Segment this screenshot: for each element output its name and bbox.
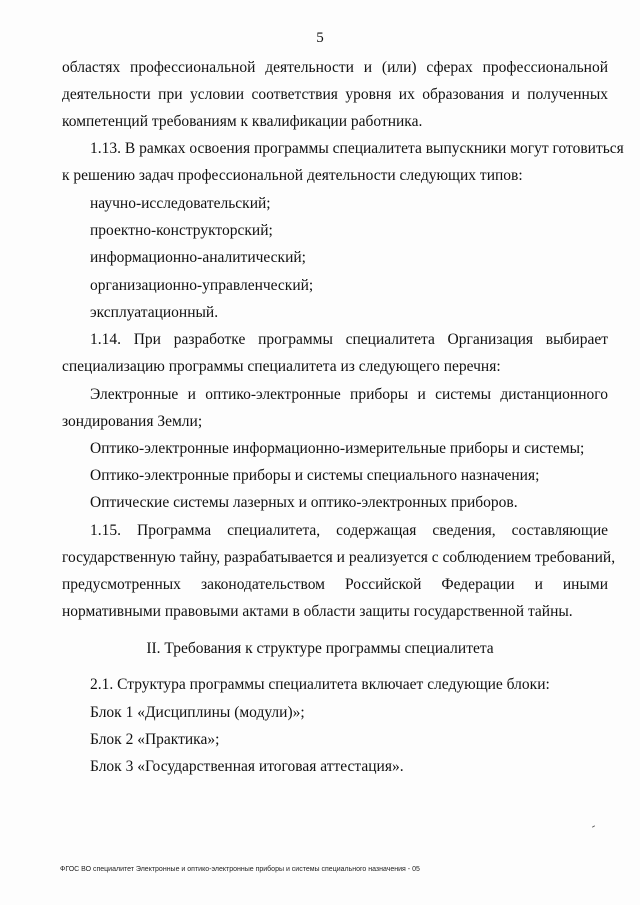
- specialization-1-cont: зондирования Земли;: [62, 413, 203, 430]
- text-line-3: компетенций требованиям к квалификации работника.: [62, 113, 423, 130]
- scan-speck: [592, 825, 595, 827]
- list-item-design: проектно-конструкторский;: [90, 222, 273, 239]
- block-1: Блок 1 «Дисциплины (модули)»;: [90, 704, 305, 721]
- list-item-analytical: информационно-аналитический;: [90, 249, 306, 266]
- block-2: Блок 2 «Практика»;: [90, 731, 220, 748]
- text-line-20: предусмотренных законодательством Российской Федерации и иными: [62, 576, 608, 593]
- specialization-2: Оптико-электронные информационно-измерительные приборы и системы;: [90, 440, 585, 457]
- list-item-operational: эксплуатационный.: [90, 304, 219, 321]
- specialization-3: Оптико-электронные приборы и системы специального назначения;: [90, 467, 540, 484]
- block-3: Блок 3 «Государственная итоговая аттестация».: [90, 758, 404, 775]
- list-item-management: организационно-управленческий;: [90, 277, 314, 294]
- specialization-1: Электронные и оптико-электронные приборы и системы дистанционного: [90, 386, 608, 403]
- text-line-2: деятельности при условии соответствия уровня их образования и полученных: [62, 86, 608, 103]
- list-item-research: научно-исследовательский;: [90, 195, 271, 212]
- text-line-21: нормативными правовыми актами в области защиты государственной тайны.: [62, 603, 573, 620]
- page-number: 5: [316, 30, 324, 46]
- specialization-4: Оптические системы лазерных и оптико-электронных приборов.: [90, 494, 518, 511]
- page-footer: ФГОС ВО специалитет Электронные и оптико-электронные приборы и системы специального назначения - 05: [60, 866, 420, 873]
- clause-1-14: 1.14. При разработке программы специалитета Организация выбирает: [90, 331, 608, 348]
- clause-1-15: 1.15. Программа специалитета, содержащая сведения, составляющие: [90, 522, 608, 539]
- text-line-19: государственную тайну, разрабатывается и реализуется с соблюдением требований,: [62, 549, 616, 566]
- text-line-1: областях профессиональной деятельности и (или) сферах профессиональной: [62, 59, 608, 76]
- section-heading: II. Требования к структуре программы специалитета: [146, 640, 494, 657]
- clause-1-13: 1.13. В рамках освоения программы специалитета выпускники могут готовиться: [90, 140, 624, 157]
- text-line-12: специализацию программы специалитета из следующего перечня:: [62, 358, 501, 375]
- text-line-5: к решению задач профессиональной деятельности следующих типов:: [62, 167, 523, 184]
- clause-2-1: 2.1. Структура программы специалитета включает следующие блоки:: [90, 676, 550, 693]
